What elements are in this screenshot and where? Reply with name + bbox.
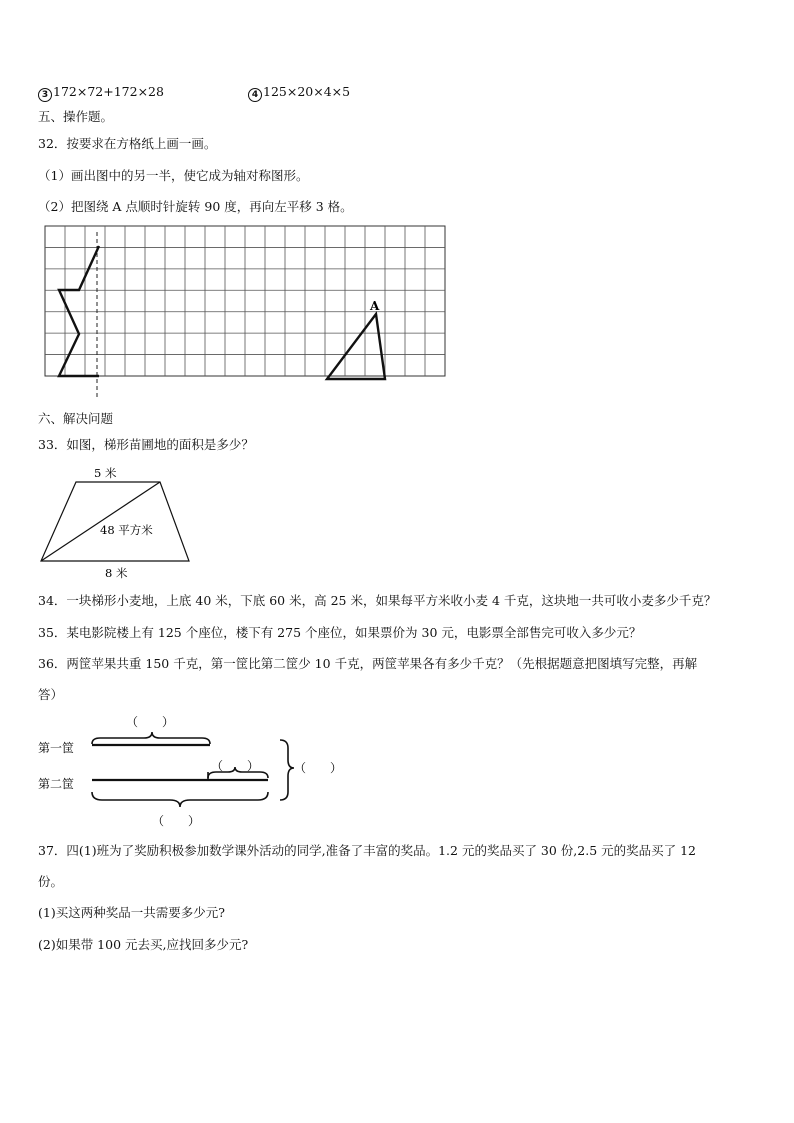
q32-part1: （1）画出图中的另一半，使它成为轴对称图形。 <box>38 168 309 183</box>
section-6-title: 六、解决问题 <box>38 411 114 426</box>
q32-grid-figure <box>45 226 446 398</box>
calc-expression-4: 125×20×4×5 <box>263 84 351 99</box>
circled-number-4: 4 <box>248 88 262 102</box>
blank-diff: （ ） <box>211 759 260 773</box>
circled-number-3: 3 <box>38 88 52 102</box>
q36-text-line1: 36．两筐苹果共重 150 千克，第一筐比第二筐少 10 千克，两筐苹果各有多少千克？（先根据题意把图填写完整，再解 <box>38 656 698 671</box>
label-basket-2: 第二筐 <box>38 777 75 791</box>
calc-item-3 <box>38 84 164 102</box>
q36-text-line2: 答） <box>38 687 64 702</box>
q37-part1: (1)买这两种奖品一共需要多少元? <box>38 905 225 920</box>
calc-item-4 <box>248 84 350 102</box>
top-base-label: 5 米 <box>94 466 117 480</box>
q33-title: 33．如图，梯形苗圃地的面积是多少？ <box>38 437 254 452</box>
q37-part2: (2)如果带 100 元去买,应找回多少元? <box>38 937 249 952</box>
area-label: 48 平方米 <box>100 523 153 537</box>
label-basket-1: 第一筐 <box>38 741 75 755</box>
section-5-title: 五、操作题。 <box>38 109 114 124</box>
brace-top <box>92 732 210 744</box>
q37-text-line2: 份。 <box>38 874 64 889</box>
trapezoid <box>41 482 189 561</box>
calc-expression-3: 172×72+172×28 <box>53 84 164 99</box>
q36-segment-diagram <box>36 712 366 832</box>
brace-total <box>280 740 294 800</box>
q35-text: 35．某电影院楼上有 125 个座位，楼下有 275 个座位，如果票价为 30 元，电影票全部售完可收入多少元？ <box>38 625 642 640</box>
q33-trapezoid-figure <box>36 462 196 582</box>
triangle <box>327 314 385 379</box>
blank-top: （ ） <box>126 715 175 729</box>
brace-bottom <box>92 792 268 807</box>
bottom-base-label: 8 米 <box>105 566 128 580</box>
grid-lines <box>45 226 445 376</box>
blank-total: （ ） <box>294 761 343 775</box>
point-a-label: A <box>370 299 380 313</box>
q32-title: 32．按要求在方格纸上画一画。 <box>38 136 217 151</box>
q34-text: 34．一块梯形小麦地，上底 40 米，下底 60 米，高 25 米，如果每平方米收小麦 4 千克，这块地一共可收小麦多少千克？ <box>38 593 717 608</box>
blank-bottom: （ ） <box>152 814 201 828</box>
q32-part2: （2）把图绕 A 点顺时针旋转 90 度，再向左平移 3 格。 <box>38 199 353 214</box>
q37-text-line1: 37．四(1)班为了奖励积极参加数学课外活动的同学,准备了丰富的奖品。1.2 元的奖品买了 30 份,2.5 元的奖品买了 12 <box>38 843 696 858</box>
